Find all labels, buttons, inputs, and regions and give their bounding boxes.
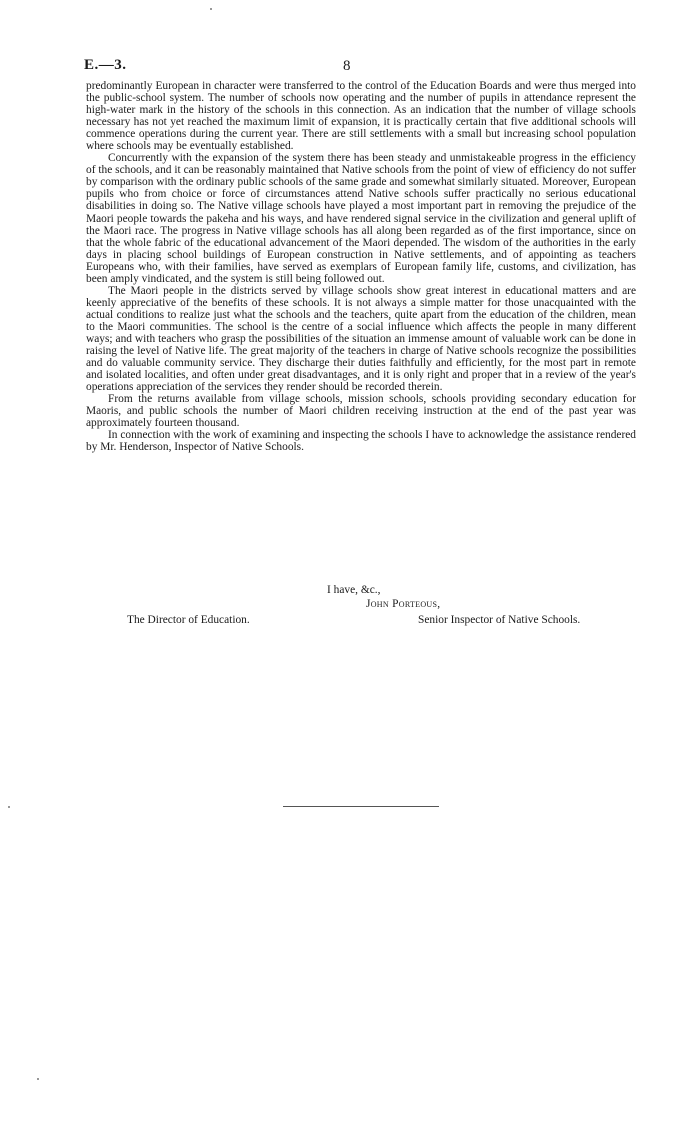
scan-speck (37, 1078, 39, 1080)
report-reference: E.—3. (84, 57, 127, 73)
signatory-title: Senior Inspector of Native Schools. (418, 614, 581, 626)
scan-speck (8, 806, 10, 808)
paragraph-efficiency: Concurrently with the expansion of the system there has been steady and unmistakeable progress in the efficiency of the schools, and it can be reasonably maintained that Native schools from the point of view of efficiency do not suffer by comparison with the ordinary public schools of the same grade and somewhat similarly situated. Moreover, European pupils who from choice or force of circumstances attend Native schools suffer practically no serious educational disabilities in doing so. The Native village schools have played a most important part in removing the prejudice of the Maori people towards the pakeha and his ways, and have rendered signal service in the civilization and general uplift of the Maori race. The progress in Native village schools has all along been regarded as of the first importance, since on that the whole fabric of the educational advancement of the Maori depended. The wisdom of the authorities in the early days in placing school buildings of European construction in Native settlements, and of appointing as teachers Europeans who, with their families, have served as exemplars of European family life, customs, and civilization, has been amply vindicated, and the system is still being followed out. (86, 152, 636, 285)
paragraph-acknowledgement: In connection with the work of examining and inspecting the schools I have to acknowledge the assistance rendered by Mr. Henderson, Inspector of Native Schools. (86, 429, 636, 454)
closing-salutation: I have, &c., (327, 584, 381, 596)
end-divider (283, 806, 439, 807)
paragraph-community: The Maori people in the districts served by village schools show great interest in educational matters and are keenly appreciative of the benefits of these schools. It is not always a simple matter for those unacquainted with the actual conditions to realize just what the schools and the teachers, quite apart from the education of the children, mean to the Maori communities. The school is the centre of a social influence which affects the people in many different ways; and with teachers who grasp the possibilities of the situation an immense amount of valuable work can be done in raising the level of Native life. The great majority of the teachers in charge of Native schools recognize the possibilities and do valuable community service. They discharge their duties faithfully and efficiently, for the most part in remote and isolated localities, and often under great disadvantages, and it is only right and proper that in a review of the year's operations appreciation of the services they render should be recorded therein. (86, 284, 636, 394)
paragraph-continuation: predominantly European in character were transferred to the control of the Education Boards and were thus merged into the public-school system. The number of schools now operating and the number of pupils in attendance represent the high-water mark in the history of the schools in this connection. As an indication that the number of village schools necessary has not yet reached the maximum limit of expansion, it is practically certain that five additional schools will commence operations during the current year. There are still settlements with a small but increasing school population where schools may be eventually established. (86, 80, 636, 153)
page-number: 8 (343, 58, 351, 74)
signatory-name: John Porteous, (366, 598, 441, 610)
addressee: The Director of Education. (127, 614, 250, 626)
paragraph-returns: From the returns available from village schools, mission schools, schools providing secondary education for Maoris, and public schools the number of Maori children receiving instruction at the end of the past year was approximately fourteen thousand. (86, 393, 636, 430)
report-body (86, 80, 636, 453)
scan-speck (210, 8, 212, 10)
